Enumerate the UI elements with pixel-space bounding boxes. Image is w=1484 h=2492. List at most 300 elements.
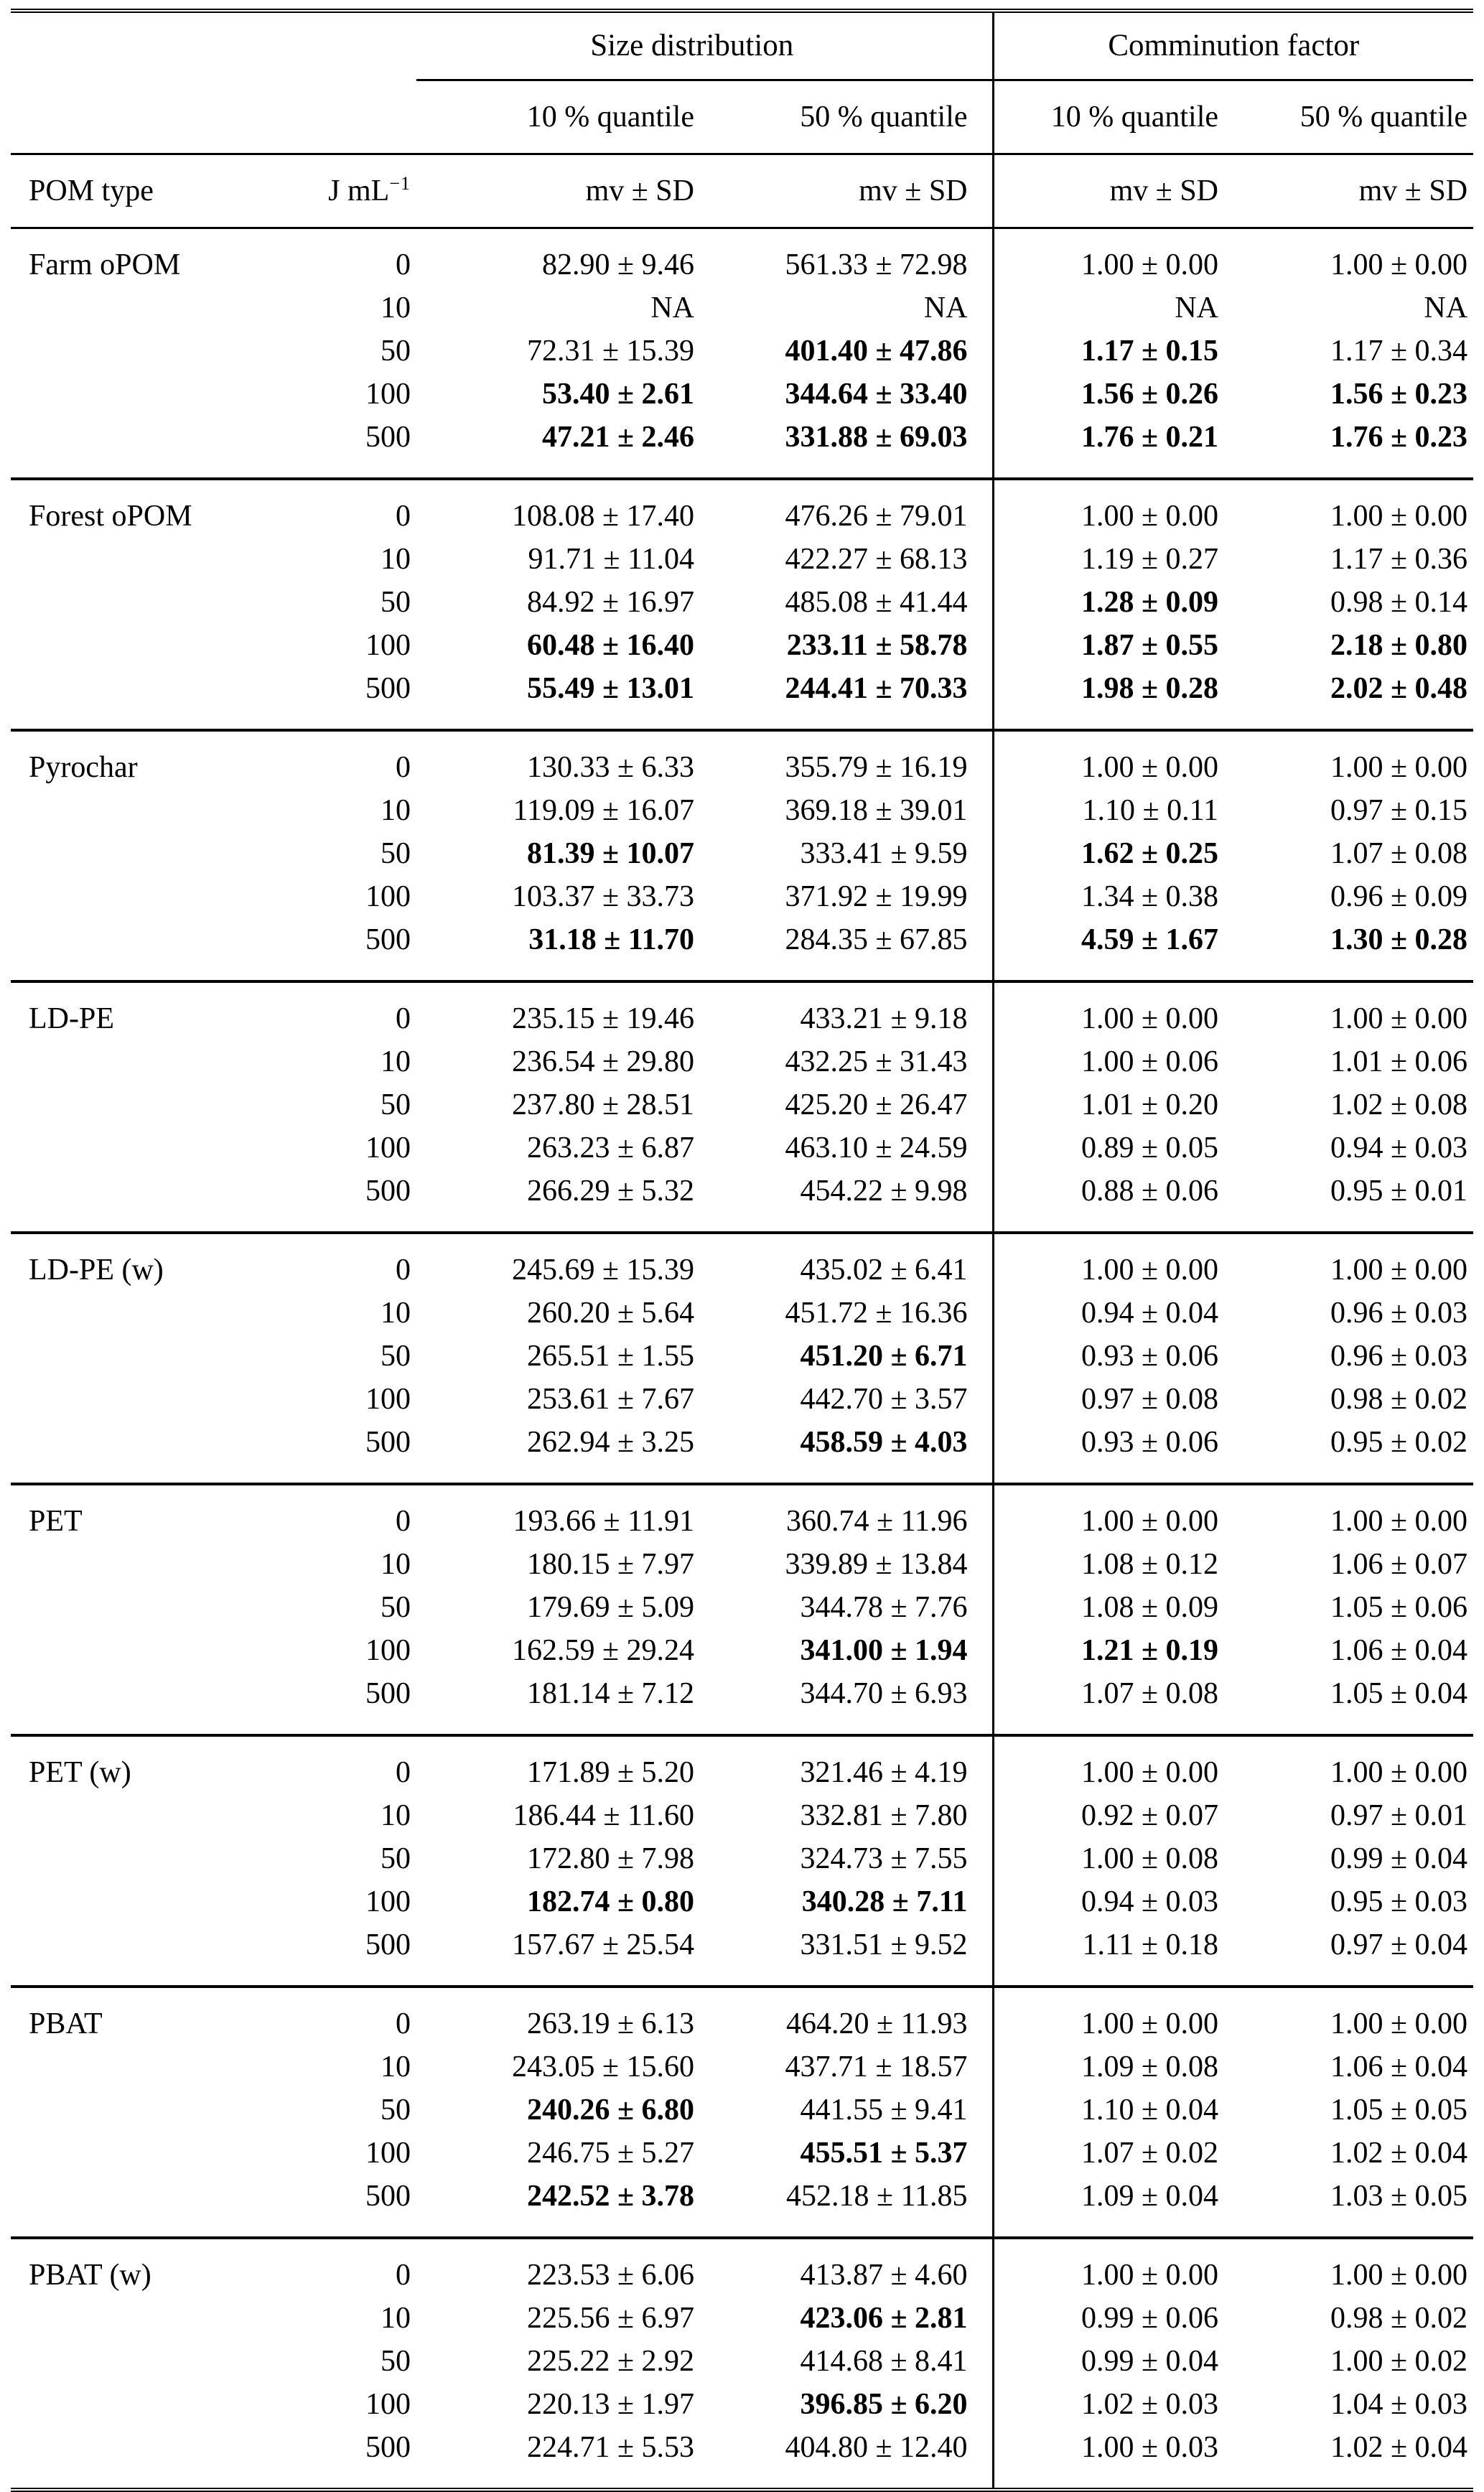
- value-cell: 1.00 ± 0.00: [993, 1735, 1224, 1794]
- value-cell: 422.27 ± 68.13: [700, 538, 993, 581]
- value-cell: 0.97 ± 0.15: [1330, 794, 1468, 827]
- value-cell: NA: [650, 291, 694, 325]
- energy-dose-cell: 500: [365, 421, 411, 454]
- results-table: [11, 9, 1473, 2492]
- value-cell: 1.09 ± 0.08: [1081, 2050, 1219, 2083]
- pom-group: [11, 479, 1473, 730]
- value-cell: 1.04 ± 0.03: [1330, 2388, 1468, 2421]
- value-cell: 1.87 ± 0.55: [1081, 629, 1219, 662]
- value-cell: 1.76 ± 0.23: [1330, 421, 1468, 454]
- value-cell: 1.05 ± 0.05: [1330, 2094, 1468, 2127]
- value-cell: 182.74 ± 0.80: [526, 1885, 694, 1918]
- value-cell: 0.95 ± 0.01: [1330, 1175, 1468, 1208]
- col-header-energy-dose: [241, 154, 416, 228]
- pom-type-cell: [11, 538, 241, 581]
- energy-dose-cell: 100: [365, 2137, 411, 2170]
- column-group-comminution-factor: Comminution factor: [993, 11, 1473, 80]
- value-cell: 245.69 ± 15.39: [416, 1233, 700, 1292]
- energy-dose-cell: 500: [365, 1928, 411, 1961]
- value-cell: 355.79 ± 16.19: [700, 730, 993, 789]
- value-cell: 243.05 ± 15.60: [511, 2050, 694, 2083]
- value-cell: 186.44 ± 11.60: [513, 1799, 694, 1832]
- energy-dose-cell: 100: [365, 2388, 411, 2421]
- value-cell: 1.17 ± 0.15: [1081, 335, 1219, 368]
- pom-group: [11, 1233, 1473, 1484]
- pom-type-cell: [11, 2426, 241, 2490]
- value-cell: 171.89 ± 5.20: [416, 1735, 700, 1794]
- table-row: [11, 1335, 1473, 1378]
- value-cell: 458.59 ± 4.03: [700, 1421, 993, 1484]
- table-row: [11, 1837, 1473, 1880]
- value-cell: 1.00 ± 0.03: [993, 2426, 1224, 2490]
- value-cell: 47.21 ± 2.46: [541, 421, 694, 454]
- energy-dose-cell: 10: [381, 543, 411, 576]
- table-row: [11, 918, 1473, 981]
- table-row: [11, 624, 1473, 667]
- value-cell: 414.68 ± 8.41: [700, 2340, 993, 2383]
- pom-type-cell: [11, 1543, 241, 1586]
- value-cell: 369.18 ± 39.01: [700, 789, 993, 832]
- table-row: [11, 479, 1473, 538]
- table-row: [11, 1629, 1473, 1672]
- value-cell: 284.35 ± 67.85: [700, 918, 993, 981]
- energy-dose-cell: 0: [396, 248, 411, 281]
- value-cell: 1.00 ± 0.00: [1224, 2238, 1473, 2297]
- value-cell: 437.71 ± 18.57: [700, 2045, 993, 2089]
- value-cell: 476.26 ± 79.01: [700, 479, 993, 538]
- column-group-header-row: [11, 11, 1473, 80]
- energy-dose-cell: 10: [381, 291, 411, 325]
- table-row: [11, 1987, 1473, 2045]
- pom-type-cell: LD-PE: [11, 981, 241, 1040]
- value-cell: 435.02 ± 6.41: [700, 1233, 993, 1292]
- pom-type-cell: Farm oPOM: [29, 248, 181, 281]
- pom-type-cell: [11, 667, 241, 730]
- pom-type-cell: [11, 1170, 241, 1233]
- value-cell: 31.18 ± 11.70: [528, 923, 694, 956]
- pom-type-cell: [11, 1794, 241, 1837]
- pom-type-cell: [11, 918, 241, 981]
- value-cell: 53.40 ± 2.61: [541, 378, 694, 411]
- value-cell: 237.80 ± 28.51: [511, 1088, 694, 1121]
- value-cell: 0.98 ± 0.02: [1330, 1383, 1468, 1416]
- value-cell: 260.20 ± 5.64: [526, 1297, 694, 1330]
- table-row: [11, 373, 1473, 416]
- energy-dose-cell: 100: [365, 880, 411, 913]
- value-cell: 1.56 ± 0.23: [1330, 378, 1468, 411]
- pom-type-cell: Pyrochar: [11, 730, 241, 789]
- unit-header-row: [11, 154, 1473, 228]
- energy-dose-cell: 50: [381, 586, 411, 619]
- table-row: [11, 2383, 1473, 2426]
- pom-type-cell: [11, 1672, 241, 1735]
- value-cell: 1.00 ± 0.00: [1224, 1987, 1473, 2045]
- table-row: [11, 1233, 1473, 1292]
- value-cell: 1.00 ± 0.00: [1224, 1484, 1473, 1543]
- col-header-comm-50pct-quantile: 50 % quantile: [1299, 101, 1468, 134]
- pom-group: [11, 2238, 1473, 2490]
- value-cell: 432.25 ± 31.43: [700, 1040, 993, 1083]
- energy-dose-cell: 500: [365, 1426, 411, 1459]
- energy-dose-cell: 10: [381, 2302, 411, 2335]
- energy-dose-cell: 50: [381, 1088, 411, 1121]
- value-cell: 130.33 ± 6.33: [416, 730, 700, 789]
- energy-dose-cell: 100: [365, 378, 411, 411]
- value-cell: 1.00 ± 0.06: [1081, 1045, 1219, 1078]
- value-cell: 1.02 ± 0.04: [1224, 2426, 1473, 2490]
- value-cell: 262.94 ± 3.25: [526, 1426, 694, 1459]
- energy-dose-cell: 0: [241, 730, 416, 789]
- value-cell: 1.05 ± 0.04: [1330, 1677, 1468, 1710]
- value-cell: 84.92 ± 16.97: [526, 586, 694, 619]
- pom-type-cell: [11, 1586, 241, 1629]
- pom-group: [11, 981, 1473, 1233]
- pom-type-cell: [11, 1292, 241, 1335]
- table-row: [11, 581, 1473, 624]
- value-cell: 1.00 ± 0.00: [993, 1987, 1224, 2045]
- value-cell: 1.17 ± 0.34: [1330, 335, 1468, 368]
- pom-type-cell: [11, 2132, 241, 2175]
- value-cell: 1.02 ± 0.03: [1081, 2388, 1219, 2421]
- value-cell: 1.00 ± 0.00: [1224, 1735, 1473, 1794]
- value-cell: 1.09 ± 0.04: [1081, 2180, 1219, 2213]
- value-cell: 332.81 ± 7.80: [700, 1794, 993, 1837]
- table-row: [11, 1923, 1473, 1987]
- energy-dose-cell: 10: [381, 1548, 411, 1581]
- pom-group: [11, 228, 1473, 480]
- value-cell: NA: [1175, 291, 1219, 325]
- value-cell: 108.08 ± 17.40: [416, 479, 700, 538]
- energy-dose-cell: 500: [365, 923, 411, 956]
- table-row: [11, 1126, 1473, 1170]
- table-row: [11, 2340, 1473, 2383]
- value-cell: 1.21 ± 0.19: [1081, 1634, 1219, 1667]
- value-cell: 341.00 ± 1.94: [700, 1629, 993, 1672]
- value-cell: 180.15 ± 7.97: [526, 1548, 694, 1581]
- energy-dose-cell: 500: [365, 1175, 411, 1208]
- pom-group: [11, 1484, 1473, 1735]
- table-row: [11, 2045, 1473, 2089]
- value-cell: 0.93 ± 0.06: [1081, 1340, 1219, 1373]
- value-cell: 1.02 ± 0.04: [1330, 2137, 1468, 2170]
- value-cell: 1.05 ± 0.06: [1330, 1591, 1468, 1624]
- table-row: [11, 2426, 1473, 2490]
- pom-type-cell: [11, 2089, 241, 2132]
- pom-type-cell: [11, 2297, 241, 2340]
- table-row: [11, 2238, 1473, 2297]
- col-header-mv-sd-comm-50: mv ± SD: [1224, 154, 1473, 228]
- value-cell: 244.41 ± 70.33: [700, 667, 993, 730]
- value-cell: 1.00 ± 0.00: [993, 1233, 1224, 1292]
- value-cell: 1.98 ± 0.28: [1081, 672, 1219, 705]
- energy-dose-cell: 500: [365, 1677, 411, 1710]
- table-row: [11, 1880, 1473, 1923]
- value-cell: 1.00 ± 0.00: [1224, 479, 1473, 538]
- energy-dose-cell: 100: [365, 1131, 411, 1165]
- value-cell: 235.15 ± 19.46: [416, 981, 700, 1040]
- energy-dose-cell: 50: [381, 1340, 411, 1373]
- value-cell: 344.64 ± 33.40: [700, 373, 993, 416]
- pom-type-cell: [11, 1421, 241, 1484]
- value-cell: 224.71 ± 5.53: [416, 2426, 700, 2490]
- value-cell: 561.33 ± 72.98: [700, 228, 993, 287]
- value-cell: 0.93 ± 0.06: [1081, 1426, 1219, 1459]
- empty-header-cell: [11, 80, 416, 154]
- pom-type-cell: [11, 2340, 241, 2383]
- table-row: [11, 330, 1473, 373]
- value-cell: 1.56 ± 0.26: [1081, 378, 1219, 411]
- energy-dose-cell: 0: [241, 1484, 416, 1543]
- value-cell: 360.74 ± 11.96: [700, 1484, 993, 1543]
- value-cell: 0.94 ± 0.03: [1081, 1885, 1219, 1918]
- value-cell: 1.06 ± 0.04: [1330, 2050, 1468, 2083]
- value-cell: 344.78 ± 7.76: [700, 1586, 993, 1629]
- pom-type-cell: PET (w): [11, 1735, 241, 1794]
- value-cell: 91.71 ± 11.04: [528, 543, 694, 576]
- value-cell: 441.55 ± 9.41: [700, 2089, 993, 2132]
- value-cell: 1.03 ± 0.05: [1330, 2180, 1468, 2213]
- value-cell: 1.11 ± 0.18: [1082, 1928, 1219, 1961]
- value-cell: 0.97 ± 0.01: [1330, 1799, 1468, 1832]
- pom-type-cell: [11, 1126, 241, 1170]
- value-cell: 1.34 ± 0.38: [1081, 880, 1219, 913]
- pom-type-cell: [11, 1335, 241, 1378]
- value-cell: 1.62 ± 0.25: [1081, 837, 1219, 870]
- pom-group: [11, 1735, 1473, 1987]
- table-row: [11, 1292, 1473, 1335]
- value-cell: 242.52 ± 3.78: [526, 2180, 694, 2213]
- pom-type-cell: [11, 1083, 241, 1126]
- energy-dose-cell: 0: [241, 1735, 416, 1794]
- table-row: [11, 2297, 1473, 2340]
- pom-type-cell: [11, 2383, 241, 2426]
- energy-dose-cell: 0: [241, 479, 416, 538]
- value-cell: 172.80 ± 7.98: [526, 1842, 694, 1875]
- value-cell: 2.02 ± 0.48: [1330, 672, 1468, 705]
- table-row: [11, 730, 1473, 789]
- energy-dose-cell: 100: [365, 1383, 411, 1416]
- value-cell: 2.18 ± 0.80: [1330, 629, 1468, 662]
- value-cell: 321.46 ± 4.19: [700, 1735, 993, 1794]
- table-row: [11, 538, 1473, 581]
- value-cell: 404.80 ± 12.40: [700, 2426, 993, 2490]
- value-cell: 485.08 ± 41.44: [700, 581, 993, 624]
- pom-type-cell: [11, 2175, 241, 2238]
- pom-type-cell: PBAT (w): [11, 2238, 241, 2297]
- value-cell: 0.88 ± 0.06: [1081, 1175, 1219, 1208]
- value-cell: 0.94 ± 0.03: [1330, 1131, 1468, 1165]
- value-cell: 1.08 ± 0.12: [1081, 1548, 1219, 1581]
- value-cell: 0.96 ± 0.03: [1330, 1340, 1468, 1373]
- value-cell: 0.99 ± 0.04: [1330, 1842, 1468, 1875]
- col-header-size-50pct-quantile: 50 % quantile: [700, 80, 993, 154]
- table-row: [11, 1040, 1473, 1083]
- value-cell: 1.00 ± 0.00: [993, 730, 1224, 789]
- value-cell: 162.59 ± 29.24: [511, 1634, 694, 1667]
- value-cell: 396.85 ± 6.20: [700, 2383, 993, 2426]
- value-cell: 60.48 ± 16.40: [526, 629, 694, 662]
- energy-dose-cell: 10: [381, 1045, 411, 1078]
- value-cell: 339.89 ± 13.84: [700, 1543, 993, 1586]
- value-cell: 1.00 ± 0.00: [1224, 1233, 1473, 1292]
- pom-type-cell: PET: [11, 1484, 241, 1543]
- table-row: [11, 286, 1473, 330]
- value-cell: 4.59 ± 1.67: [1081, 923, 1219, 956]
- pom-type-cell: [11, 1040, 241, 1083]
- table-header: [11, 11, 1473, 228]
- value-cell: 1.00 ± 0.00: [1224, 981, 1473, 1040]
- value-cell: 103.37 ± 33.73: [511, 880, 694, 913]
- pom-type-cell: [11, 624, 241, 667]
- value-cell: 442.70 ± 3.57: [700, 1378, 993, 1421]
- value-cell: 0.98 ± 0.14: [1330, 586, 1468, 619]
- value-cell: NA: [700, 286, 993, 330]
- energy-dose-cell: 50: [381, 2345, 411, 2378]
- col-header-mv-sd-comm-10: mv ± SD: [993, 154, 1224, 228]
- value-cell: 0.95 ± 0.03: [1330, 1885, 1468, 1918]
- value-cell: 1.06 ± 0.04: [1330, 1634, 1468, 1667]
- value-cell: 72.31 ± 15.39: [526, 335, 694, 368]
- value-cell: 371.92 ± 19.99: [700, 875, 993, 918]
- pom-type-cell: [11, 1923, 241, 1987]
- value-cell: 220.13 ± 1.97: [526, 2388, 694, 2421]
- table-row: [11, 981, 1473, 1040]
- value-cell: 1.01 ± 0.20: [1081, 1088, 1219, 1121]
- pom-type-cell: [11, 416, 241, 479]
- value-cell: 1.10 ± 0.04: [1081, 2094, 1219, 2127]
- value-cell: 263.23 ± 6.87: [526, 1131, 694, 1165]
- pom-type-cell: PBAT: [11, 1987, 241, 2045]
- value-cell: 0.99 ± 0.06: [1081, 2302, 1219, 2335]
- energy-dose-cell: 10: [381, 794, 411, 827]
- table-row: [11, 875, 1473, 918]
- value-cell: 1.19 ± 0.27: [1081, 543, 1219, 576]
- table-row: [11, 832, 1473, 875]
- value-cell: 425.20 ± 26.47: [700, 1083, 993, 1126]
- value-cell: 0.94 ± 0.04: [1081, 1297, 1219, 1330]
- value-cell: 463.10 ± 24.59: [700, 1126, 993, 1170]
- value-cell: 240.26 ± 6.80: [526, 2094, 694, 2127]
- value-cell: 1.00 ± 0.00: [1224, 730, 1473, 789]
- table-row: [11, 667, 1473, 730]
- col-header-size-10pct-quantile: 10 % quantile: [526, 101, 694, 134]
- value-cell: 0.89 ± 0.05: [1081, 1131, 1219, 1165]
- table-row: [11, 1735, 1473, 1794]
- pom-type-cell: [11, 286, 241, 330]
- energy-dose-cell: 10: [381, 1297, 411, 1330]
- table-row: [11, 1083, 1473, 1126]
- pom-type-cell: [11, 2045, 241, 2089]
- value-cell: 1.00 ± 0.00: [993, 2238, 1224, 2297]
- value-cell: 55.49 ± 13.01: [526, 672, 694, 705]
- table-row: [11, 789, 1473, 832]
- pom-type-cell: [11, 1629, 241, 1672]
- value-cell: 331.88 ± 69.03: [700, 416, 993, 479]
- energy-dose-cell: 100: [365, 629, 411, 662]
- value-cell: 119.09 ± 16.07: [513, 794, 694, 827]
- energy-unit-text: J mL: [328, 174, 390, 207]
- pom-group: [11, 1987, 1473, 2238]
- value-cell: 0.97 ± 0.04: [1330, 1928, 1468, 1961]
- value-cell: 1.00 ± 0.00: [993, 1484, 1224, 1543]
- pom-group: [11, 730, 1473, 981]
- value-cell: 1.08 ± 0.09: [1081, 1591, 1219, 1624]
- value-cell: 253.61 ± 7.67: [526, 1383, 694, 1416]
- value-cell: 464.20 ± 11.93: [700, 1987, 993, 2045]
- value-cell: 0.96 ± 0.03: [1330, 1297, 1468, 1330]
- value-cell: 423.06 ± 2.81: [700, 2297, 993, 2340]
- table-row: [11, 1421, 1473, 1484]
- value-cell: 223.53 ± 6.06: [416, 2238, 700, 2297]
- pom-type-cell: [11, 1378, 241, 1421]
- value-cell: 263.19 ± 6.13: [416, 1987, 700, 2045]
- energy-dose-cell: 0: [241, 1233, 416, 1292]
- pom-type-cell: [11, 789, 241, 832]
- value-cell: 1.07 ± 0.02: [1081, 2137, 1219, 2170]
- value-cell: 236.54 ± 29.80: [511, 1045, 694, 1078]
- value-cell: 1.00 ± 0.08: [1081, 1842, 1219, 1875]
- value-cell: 1.02 ± 0.08: [1330, 1088, 1468, 1121]
- value-cell: 1.00 ± 0.02: [1330, 2345, 1468, 2378]
- energy-dose-cell: 10: [381, 2050, 411, 2083]
- energy-dose-cell: 500: [365, 2180, 411, 2213]
- table-row: [11, 2175, 1473, 2238]
- value-cell: 451.72 ± 16.36: [700, 1292, 993, 1335]
- value-cell: 1.28 ± 0.09: [1081, 586, 1219, 619]
- value-cell: 1.06 ± 0.07: [1330, 1548, 1468, 1581]
- energy-dose-cell: 10: [381, 1799, 411, 1832]
- value-cell: 1.00 ± 0.00: [993, 479, 1224, 538]
- value-cell: 455.51 ± 5.37: [700, 2132, 993, 2175]
- value-cell: 1.01 ± 0.06: [1330, 1045, 1468, 1078]
- col-header-mv-sd-size-10: mv ± SD: [416, 154, 700, 228]
- pom-type-cell: [11, 1880, 241, 1923]
- value-cell: 0.97 ± 0.08: [1081, 1383, 1219, 1416]
- value-cell: 344.70 ± 6.93: [700, 1672, 993, 1735]
- value-cell: 265.51 ± 1.55: [526, 1340, 694, 1373]
- table-row: [11, 1672, 1473, 1735]
- value-cell: 181.14 ± 7.12: [526, 1677, 694, 1710]
- energy-dose-cell: 0: [241, 981, 416, 1040]
- value-cell: 193.66 ± 11.91: [416, 1484, 700, 1543]
- table-row: [11, 416, 1473, 479]
- table-row: [11, 1170, 1473, 1233]
- pom-type-cell: Forest oPOM: [11, 479, 241, 538]
- pom-type-cell: LD-PE (w): [11, 1233, 241, 1292]
- empty-header-cell: [11, 11, 416, 80]
- value-cell: 0.98 ± 0.02: [1330, 2302, 1468, 2335]
- column-group-size-distribution: Size distribution: [416, 11, 993, 80]
- quantile-header-row: [11, 80, 1473, 154]
- table-row: [11, 1794, 1473, 1837]
- pom-type-cell: [11, 832, 241, 875]
- value-cell: 81.39 ± 10.07: [526, 837, 694, 870]
- value-cell: 246.75 ± 5.27: [526, 2137, 694, 2170]
- value-cell: 157.67 ± 25.54: [511, 1928, 694, 1961]
- energy-dose-cell: 50: [381, 837, 411, 870]
- value-cell: 82.90 ± 9.46: [541, 248, 694, 281]
- value-cell: 225.56 ± 6.97: [526, 2302, 694, 2335]
- value-cell: 1.00 ± 0.00: [1330, 248, 1468, 281]
- pom-type-cell: [11, 330, 241, 373]
- energy-dose-cell: 50: [381, 1842, 411, 1875]
- table-row: [11, 228, 1473, 287]
- value-cell: 1.76 ± 0.21: [1081, 421, 1219, 454]
- value-cell: 333.41 ± 9.59: [700, 832, 993, 875]
- energy-dose-cell: 0: [241, 1987, 416, 2045]
- value-cell: 0.92 ± 0.07: [1081, 1799, 1219, 1832]
- energy-dose-cell: 50: [381, 335, 411, 368]
